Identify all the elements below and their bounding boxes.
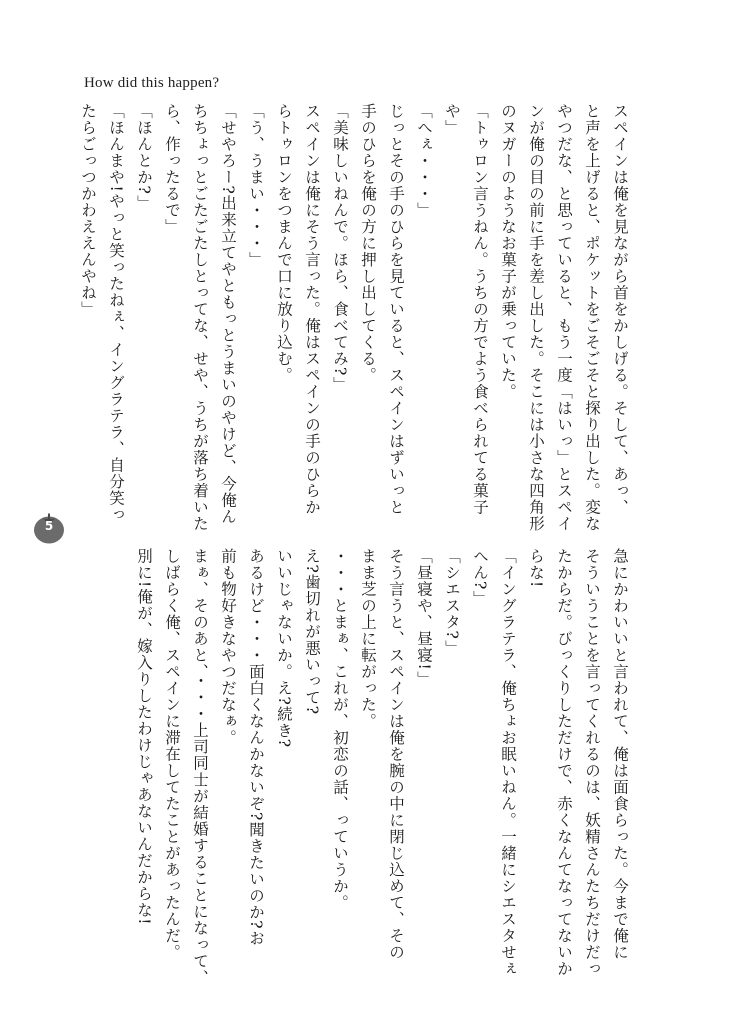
lower-text-line: 別に!俺が、嫁入りしたわけじゃあないんだからな! (135, 548, 153, 926)
upper-text-line: 「へぇ・・・」 (415, 103, 433, 219)
upper-text-line: やつだな、と思っていると、もう一度「はいっ」とスペイ (555, 103, 573, 532)
upper-text-line: と声を上げると、ポケットをごそごそと探り出した。変な (583, 103, 601, 532)
lower-text-line: まぁ、そのあと、・・・上司同士が結婚することになって、 (191, 548, 209, 986)
upper-text-line: スペインは俺を見ながら首をかしげる。そして、あっ、 (611, 103, 629, 516)
upper-text-line: 手のひらを俺の方に押し出してくる。 (359, 103, 377, 384)
upper-text-line: 「トゥロン言うねん。うちの方でよう食べられてる菓子 (471, 103, 489, 516)
lower-text-line: 「シエスタ?」 (443, 548, 461, 657)
upper-text-block (79, 103, 634, 532)
lower-text-line: 前も物好きなやつだなぁ。 (219, 548, 237, 746)
upper-text-line: 「ほんとか?」 (135, 103, 153, 212)
lower-text-block (89, 548, 634, 986)
upper-text-line: のヌガーのようなお菓子が乗っていた。 (499, 103, 517, 400)
lower-text-line: まま芝の上に転がった。 (359, 548, 377, 730)
upper-text-line: じっとその手のひらを見ていると、スペインはずいっと (387, 103, 405, 516)
page-number: 5 (44, 519, 54, 533)
lower-text-line: あるけど・・・面白くなんかないぞ?聞きたいのか?お (247, 548, 265, 947)
lower-text-line: しばらく俺、スペインに滞在してたことがあったんだ。 (163, 548, 181, 961)
upper-text-line: 「う、うまい・・・」 (247, 103, 265, 268)
lower-text-line: そういうことを言ってくれるのは、妖精さんたちだけだっ (583, 548, 601, 977)
lower-text-line: いいじゃないか。え?続き? (275, 548, 293, 749)
upper-text-line: たらごっつかわええんやね」 (79, 103, 97, 318)
lower-text-line: へん?」 (471, 548, 489, 607)
lower-text-line: え?歯切れが悪いって? (303, 548, 321, 716)
page-number-badge (32, 511, 66, 545)
lower-text-line: 「イングラテラ、俺ちょお眠いねん。一緒にシエスタせぇ (499, 548, 517, 977)
upper-text-line: ちちょっとごたごたしとってな、せや、うちが落ち着いた (191, 103, 209, 532)
upper-text-line: らトゥロンをつまんで口に放り込む。 (275, 103, 293, 384)
lower-text-line: 「昼寝や、昼寝!」 (415, 548, 433, 688)
lower-text-line: 急にかわいいと言われて、俺は面食らった。今まで俺に (611, 548, 629, 961)
upper-text-line: ンが俺の目の前に手を差し出した。そこには小さな四角形 (527, 103, 545, 532)
upper-text-line: 「美味しいねんで。ほら、食べてみ?」 (331, 103, 349, 393)
upper-text-line: ら、作ったるで」 (163, 103, 181, 235)
upper-text-line: 「せやろー?出来立てやともっとうまいのやけど、今俺ん (219, 103, 237, 525)
lower-text-line: そう言うと、スペインは俺を腕の中に閉じ込めて、その (387, 548, 405, 961)
upper-text-line: 「ほんまや!やっと笑ったねぇ、イングラテラ、自分笑っ (107, 103, 125, 523)
lower-text-line: ・・・とまぁ、これが、初恋の話、っていうか。 (331, 548, 349, 911)
lower-text-line: たからだ。びっくりしただけで、赤くなんてなってないか (555, 548, 573, 977)
lower-text-line: らな! (527, 548, 545, 589)
upper-text-line: や」 (443, 103, 461, 136)
running-title: How did this happen? (84, 75, 220, 91)
upper-text-line: スペインは俺にそう言った。俺はスペインの手のひらか (303, 103, 321, 516)
